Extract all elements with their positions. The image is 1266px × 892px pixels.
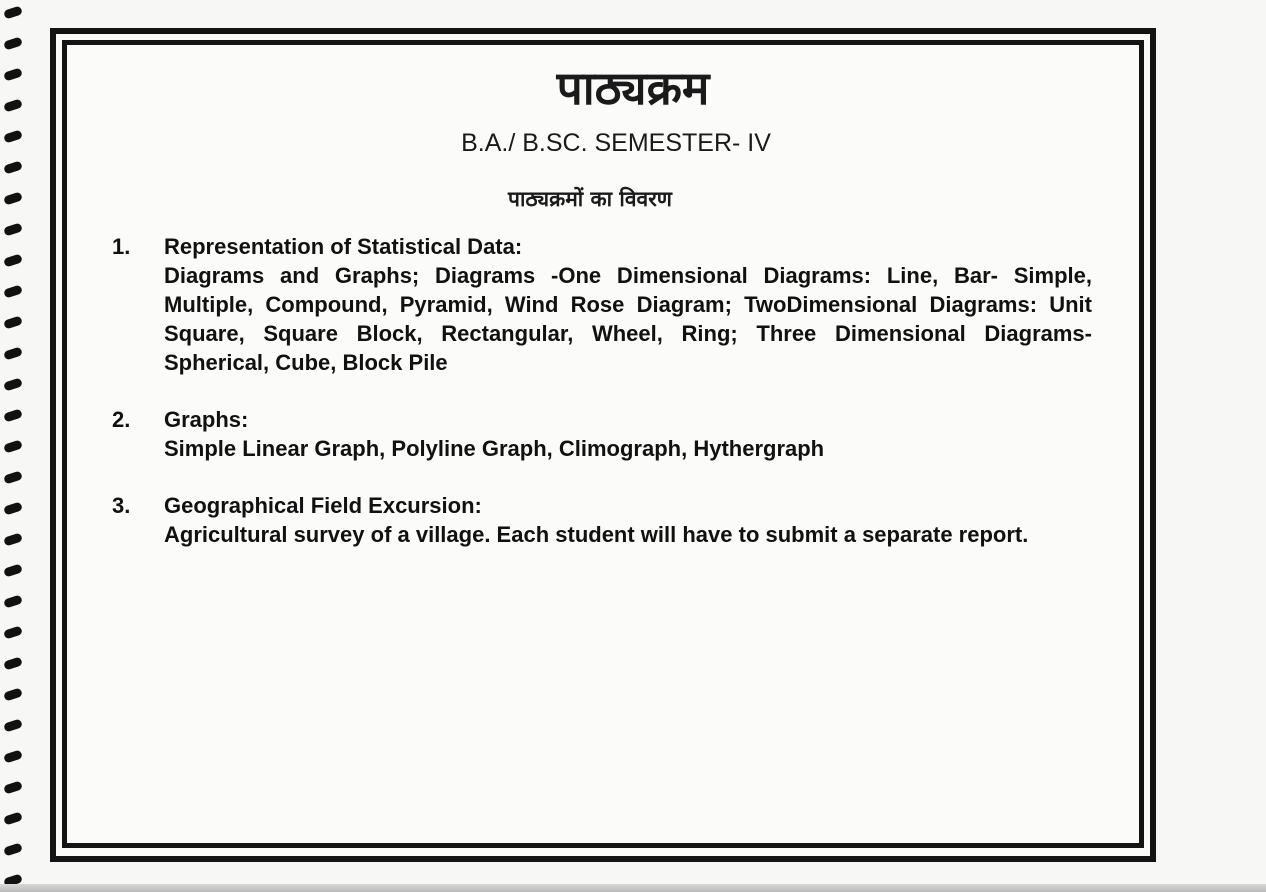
syllabus-subtitle: पाठ्यक्रमों का विवरण — [508, 187, 672, 211]
item-body: Diagrams and Graphs; Diagrams -One Dimensional Diagrams: Line, Bar- Simple, Multiple, Compound, Pyramid, Wind Rose Diagram; TwoDimensional Diagrams: Unit Square, Square Block, Rectangular, Wheel, Ring; Three Dimensional Diagrams- Spherical, Cube, Block Pile — [164, 263, 1092, 375]
item-heading: Geographical Field Excursion: — [164, 493, 482, 518]
syllabus-list — [112, 232, 1092, 577]
item-number: 3. — [112, 493, 131, 518]
spiral-coil — [3, 315, 23, 329]
spiral-coil — [3, 36, 23, 50]
spiral-coil — [3, 470, 23, 484]
spiral-coil — [3, 749, 23, 763]
spiral-coil — [3, 718, 23, 732]
spiral-coil — [3, 625, 23, 639]
spiral-coil — [3, 594, 23, 608]
item-number: 1. — [112, 234, 131, 259]
spiral-coil — [3, 563, 23, 577]
spiral-coil — [3, 501, 23, 515]
spiral-coil — [3, 780, 23, 794]
spiral-coil — [3, 160, 23, 174]
item-number: 2. — [112, 407, 131, 432]
syllabus-item — [112, 491, 1092, 549]
syllabus-item — [112, 405, 1092, 463]
spiral-coil — [3, 842, 23, 856]
syllabus-item — [112, 232, 1092, 377]
spiral-coil — [3, 532, 23, 546]
page-edge — [0, 884, 1266, 892]
item-body: Agricultural survey of a village. Each student will have to submit a separate report. — [164, 522, 1029, 547]
spiral-coil — [3, 408, 23, 422]
page-title: पाठ्यक्रम — [556, 61, 710, 115]
spiral-coil — [3, 811, 23, 825]
spiral-coil — [3, 439, 23, 453]
item-heading: Representation of Statistical Data: — [164, 234, 523, 259]
semester-heading: B.A./ B.SC. SEMESTER- IV — [461, 129, 771, 157]
item-body: Simple Linear Graph, Polyline Graph, Climograph, Hythergraph — [164, 436, 825, 461]
item-heading: Graphs: — [164, 407, 249, 432]
spiral-coil — [3, 346, 23, 360]
spiral-coil — [3, 656, 23, 670]
spiral-coil — [3, 5, 23, 19]
spiral-coil — [3, 377, 23, 391]
spiral-coil — [3, 253, 23, 267]
spiral-coil — [3, 687, 23, 701]
spiral-coil — [3, 222, 23, 236]
spiral-coil — [3, 284, 23, 298]
